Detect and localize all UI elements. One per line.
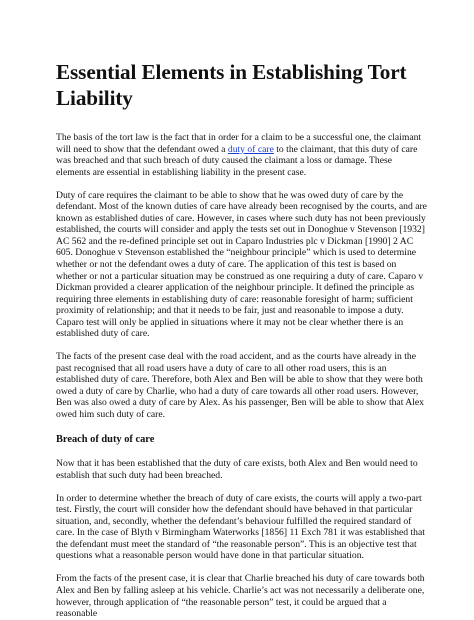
- present-case-facts-paragraph: The facts of the present case deal with the road accident, and as the courts have already in the past recognised that all road users have a duty of care to all other road users, this is an established duty of care. Therefore, both Alex and Ben will be able to show that they were both owed a duty of care by Charlie, who had a duty of care towards all other road users. However, Ben was also owed a duty of care by Alex. As his passenger, Ben will be able to show that Alex owed him such duty of care.: [56, 351, 424, 421]
- intro-text-before-link: The basis of the tort law is the fact that in order for a claim to be a successful one, the claimant will need to show that the defendant owed a: [56, 132, 422, 155]
- document-body: [56, 59, 428, 620]
- two-part-test-paragraph: In order to determine whether the breach of duty of care exists, the courts will apply a two-part test. Firstly, the court will consider how the defendant should have behaved in that particular situation, and, secondly, whether the defendant’s behaviour fulfilled the required standard of care. In the case of Blyth v Birmingham Waterworks [1856] 11 Exch 781 it was established that the defendant must meet the standard of “the reasonable person”. This is an objective test that questions what a reasonable person would have done in that particular situation.: [56, 492, 425, 562]
- breach-intro-paragraph: Now that it has been established that the duty of care exists, both Alex and Ben would need to establish that such duty had been breached.: [56, 458, 418, 481]
- charlie-breach-paragraph: From the facts of the present case, it is clear that Charlie breached his duty of care towards both Alex and Ben by falling asleep at his vehicle. Charlie’s act was not necessarily a deliberate one, however, through application of “the reasonable person” test, it could be argued that a reasonable: [56, 573, 425, 620]
- document-title: Essential Elements in Establishing Tort Liability: [56, 60, 407, 110]
- section-heading-breach: Breach of duty of care: [56, 434, 155, 446]
- intro-paragraph: [56, 132, 428, 178]
- duty-of-care-link[interactable]: duty of care: [227, 143, 274, 155]
- duty-of-care-paragraph: Duty of care requires the claimant to be able to show that he was owed duty of care by the defendant. Most of the known duties of care have already been recognised by the courts, and are known as established duties of care. However, in cases where such duty has not been previously established, the courts will consider and apply the tests set out in Donoghue v Stevenson [1932] AC 562 and the re-defined principle set out in Caparo Industries plc v Dickman [1990] 2 AC 605. Donoghue v Stevenson established the “neighbour principle” which is used to determine whether or not the defendant owes a duty of care. The application of this test is based on whether or not a particular situation may be construed as one requiring a duty of care. Caparo v Dickman provided a clearer application of the neighbour principle. It defined the principle as requiring three elements in establishing duty of care: reasonable foresight of harm; sufficient proximity of relationship; and that it needs to be fair, just and reasonable to impose a duty. Caparo test will only be applied in situations where it may not be clear whether there is an established duty of care.: [56, 189, 427, 340]
- intro-text-after-link: to the claimant, that this duty of care was breached and that such breach of duty caused the claimant a loss or damage. These elements are essential in establishing liability in the present case.: [56, 143, 418, 178]
